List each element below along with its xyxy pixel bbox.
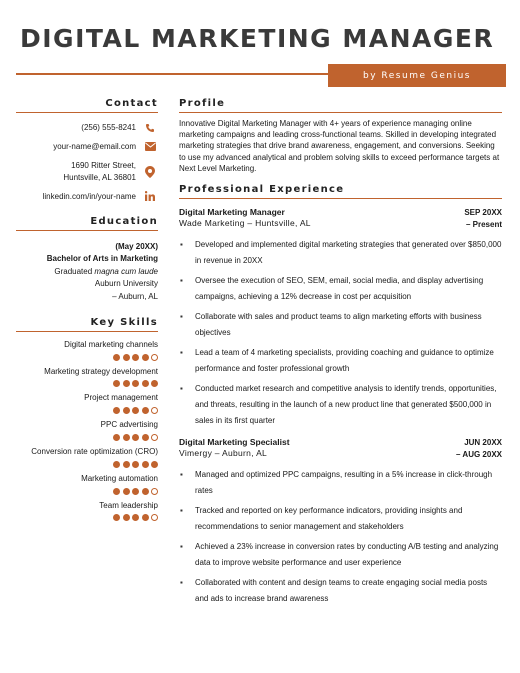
skill-rating xyxy=(16,461,158,468)
rating-dot-filled xyxy=(113,407,120,414)
rating-dot-filled xyxy=(142,354,149,361)
linkedin-icon xyxy=(142,191,158,201)
skill-item xyxy=(16,501,158,522)
sidebar xyxy=(16,98,158,527)
education-section xyxy=(16,216,158,303)
skill-item xyxy=(16,447,158,468)
job-bullet: ▪ Developed and implemented digital marketing strategies that generated over $850,000 in revenue in 20XX xyxy=(179,237,502,269)
skill-name: PPC advertising xyxy=(100,420,158,430)
contact-list xyxy=(16,122,158,202)
rating-dot-filled xyxy=(123,434,130,441)
education-location: – Auburn, AL xyxy=(112,291,158,301)
job-date-start: JUN 20XX xyxy=(464,437,502,447)
job-bullet: ▪ Lead a team of 4 marketing specialists, providing coaching and guidance to optimize performance and foster professional growth xyxy=(179,345,502,377)
rating-dot-filled xyxy=(113,434,120,441)
skill-item xyxy=(16,340,158,361)
skills-section xyxy=(16,317,158,522)
skill-name: Digital marketing channels xyxy=(64,339,158,349)
main-column xyxy=(179,98,502,611)
skill-rating xyxy=(16,514,158,521)
linkedin-text: linkedin.com/in/your-name xyxy=(42,191,136,201)
skill-rating xyxy=(16,488,158,495)
skill-item xyxy=(16,420,158,441)
profile-heading: Profile xyxy=(179,98,502,113)
skill-name: Project management xyxy=(84,393,158,403)
job-header xyxy=(179,437,502,462)
job-date-end: – AUG 20XX xyxy=(456,450,502,460)
education-school: Auburn University xyxy=(94,279,158,289)
education-date: (May 20XX) xyxy=(115,241,158,251)
profile-text: Innovative Digital Marketing Manager with 4+ years of experience managing online marketing campaigns and leading cross-functional teams. Skilled in developing integrated marketing strategies that drive brand awareness, engagement, and conversions. Seeking to use my advanced analytical and problem solving skills to exceed performance targets at Next Level Marketing. xyxy=(179,119,500,173)
job-bullets xyxy=(179,237,502,429)
address-text xyxy=(63,160,136,182)
job-dates xyxy=(464,207,502,232)
job-title: Digital Marketing Specialist xyxy=(179,436,290,447)
rating-dot-filled xyxy=(132,380,139,387)
rating-dot-empty xyxy=(151,488,158,495)
skill-list xyxy=(16,340,158,522)
honors-prefix: Graduated xyxy=(54,266,95,276)
rating-dot-filled xyxy=(123,514,130,521)
experience-section xyxy=(179,184,502,607)
honors-latin: magna cum laude xyxy=(94,266,158,276)
contact-email[interactable] xyxy=(16,141,158,152)
job-entry xyxy=(179,207,502,429)
education-degree: Bachelor of Arts in Marketing xyxy=(46,254,158,264)
job-dates xyxy=(456,437,502,462)
job-bullet: ▪ Achieved a 23% increase in conversion rates by conducting A/B testing and analyzing data to improve website performance and user experience xyxy=(179,539,502,571)
rating-dot-filled xyxy=(113,380,120,387)
job-company: Wade Marketing – Huntsville, AL xyxy=(179,217,311,228)
email-icon xyxy=(142,142,158,151)
rating-dot-filled xyxy=(142,461,149,468)
rating-dot-filled xyxy=(123,407,130,414)
rating-dot-filled xyxy=(123,354,130,361)
job-bullet: ▪ Collaborated with content and design teams to create engaging social media posts and ads to increase brand awareness xyxy=(179,575,502,607)
skill-item xyxy=(16,474,158,495)
job-bullet: ▪ Managed and optimized PPC campaigns, resulting in a 5% increase in click-through rates xyxy=(179,467,502,499)
rating-dot-empty xyxy=(151,407,158,414)
rating-dot-filled xyxy=(132,407,139,414)
education-heading: Education xyxy=(16,216,158,231)
skill-rating xyxy=(16,380,158,387)
rating-dot-filled xyxy=(142,514,149,521)
rating-dot-filled xyxy=(132,434,139,441)
skill-name: Team leadership xyxy=(99,500,158,510)
rating-dot-filled xyxy=(123,461,130,468)
skill-rating xyxy=(16,434,158,441)
rating-dot-filled xyxy=(142,434,149,441)
job-entry xyxy=(179,437,502,607)
rating-dot-filled xyxy=(113,461,120,468)
job-bullet: ▪ Tracked and reported on key performance indicators, providing insights and recommendations to senior management and stakeholders xyxy=(179,503,502,535)
job-title: Digital Marketing Manager xyxy=(179,206,285,217)
rating-dot-empty xyxy=(151,514,158,521)
rating-dot-filled xyxy=(132,461,139,468)
contact-address xyxy=(16,160,158,182)
resume-genius-banner: by Resume Genius xyxy=(328,64,506,87)
contact-linkedin[interactable] xyxy=(16,191,158,202)
skill-rating xyxy=(16,407,158,414)
rating-dot-filled xyxy=(142,488,149,495)
contact-heading: Contact xyxy=(16,98,158,113)
skill-name: Marketing strategy development xyxy=(44,366,158,376)
rating-dot-empty xyxy=(151,354,158,361)
profile-section xyxy=(179,98,502,174)
skill-name: Conversion rate optimization (CRO) xyxy=(31,447,158,457)
rating-dot-filled xyxy=(132,514,139,521)
rating-dot-filled xyxy=(151,380,158,387)
job-title-block xyxy=(179,437,290,462)
page-title: DIGITAL MARKETING MANAGER xyxy=(20,24,495,53)
job-company: Vimergy – Auburn, AL xyxy=(179,447,268,458)
skill-item xyxy=(16,393,158,414)
location-pin-icon xyxy=(142,166,158,178)
rating-dot-filled xyxy=(132,488,139,495)
experience-heading: Professional Experience xyxy=(179,184,502,199)
job-bullets xyxy=(179,467,502,607)
title-rule xyxy=(16,73,328,75)
contact-section xyxy=(16,98,158,202)
job-date-end: – Present xyxy=(465,220,502,230)
education-honors xyxy=(16,266,158,278)
rating-dot-filled xyxy=(113,514,120,521)
rating-dot-filled xyxy=(123,380,130,387)
job-bullet: ▪ Conducted market research and competitive analysis to identify trends, opportunities, and threats, resulting in the launch of a new product line that generated $500,000 in sales in its first quarter xyxy=(179,381,502,429)
rating-dot-filled xyxy=(142,407,149,414)
job-date-start: SEP 20XX xyxy=(464,207,502,217)
rating-dot-filled xyxy=(113,488,120,495)
rating-dot-empty xyxy=(151,434,158,441)
email-text: your-name@email.com xyxy=(53,142,136,152)
job-bullet: ▪ Oversee the execution of SEO, SEM, email, social media, and display advertising campaigns, achieving a 12% decrease in cost per acquisition xyxy=(179,273,502,305)
phone-icon xyxy=(142,123,158,133)
job-title-block xyxy=(179,207,311,232)
rating-dot-filled xyxy=(151,461,158,468)
education-body xyxy=(16,241,158,303)
rating-dot-filled xyxy=(142,380,149,387)
job-header xyxy=(179,207,502,232)
rating-dot-filled xyxy=(132,354,139,361)
contact-phone[interactable] xyxy=(16,122,158,133)
skill-name: Marketing automation xyxy=(81,473,158,483)
phone-text: (256) 555-8241 xyxy=(81,123,136,132)
skills-heading: Key Skills xyxy=(16,317,158,332)
job-bullet: ▪ Collaborate with sales and product teams to align marketing efforts with business objectives xyxy=(179,309,502,341)
skill-item xyxy=(16,367,158,388)
skill-rating xyxy=(16,354,158,361)
rating-dot-filled xyxy=(113,354,120,361)
job-list xyxy=(179,207,502,607)
address-line-1: 1690 Ritter Street, xyxy=(71,161,136,171)
address-line-2: Huntsville, AL 36801 xyxy=(63,172,136,182)
rating-dot-filled xyxy=(123,488,130,495)
